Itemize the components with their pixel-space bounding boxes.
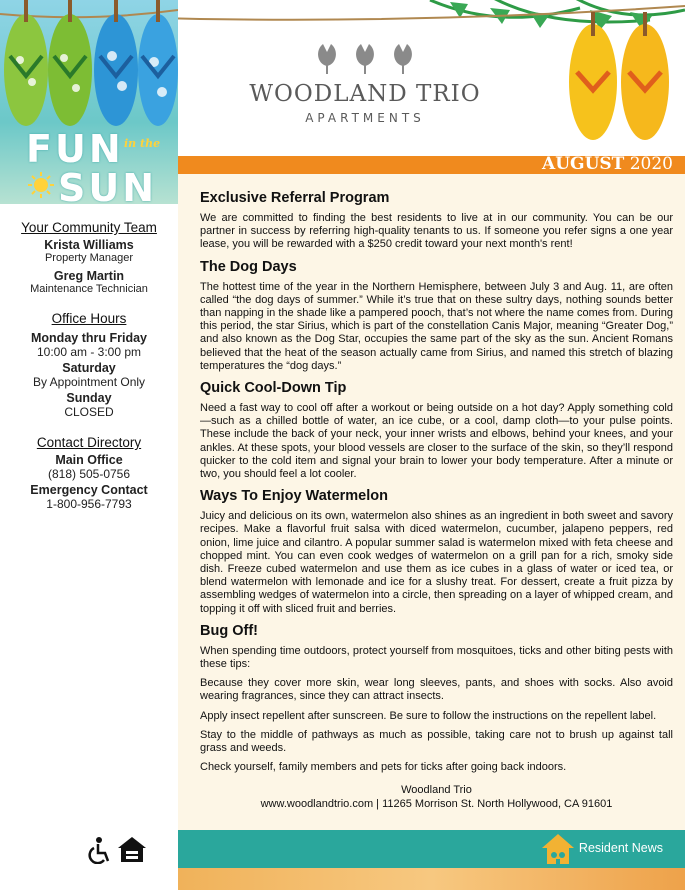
- footer-details[interactable]: www.woodlandtrio.com | 11265 Morrison St. North Hollywood, CA 91601: [260, 797, 613, 810]
- article-title: Exclusive Referral Program: [200, 190, 390, 206]
- bottom-bar: [178, 830, 685, 868]
- issue-date: [542, 154, 673, 174]
- resident-news-label: Resident News: [578, 841, 663, 855]
- article-title: Bug Off!: [200, 622, 258, 639]
- hours-title: Office Hours: [51, 311, 127, 326]
- article-paragraph: Stay to the middle of pathways as much as possible, taking care not to brush up against tall grass and weeds.: [200, 728, 673, 755]
- contact-phone[interactable]: 1-800-956-7793: [46, 497, 132, 511]
- month-bar: [178, 156, 685, 174]
- fun-in-the-sun-banner: [0, 0, 178, 204]
- hours-time: 10:00 am - 3:00 pm: [36, 345, 142, 359]
- article-title: Ways To Enjoy Watermelon: [200, 488, 388, 505]
- sand-strip: [178, 868, 685, 890]
- article-cool-down: [200, 380, 673, 481]
- hours-time: CLOSED: [64, 405, 114, 419]
- article-paragraph: Because they cover more skin, wear long sleeves, pants, and shoes with socks. Also avoid wearing fragrances, since they can attract insects.: [200, 677, 673, 703]
- resident-news-house-icon: [540, 832, 576, 866]
- contact-label: Main Office: [55, 453, 123, 467]
- footer-address: [200, 783, 673, 811]
- sun-icon: [28, 172, 54, 198]
- blank-box: [36, 830, 74, 866]
- flip-flops-icon: [555, 12, 675, 160]
- issue-year: 2020: [629, 154, 673, 174]
- team-member-role: Maintenance Technician: [30, 283, 148, 295]
- sidebar-footer: [0, 830, 178, 890]
- team-member-role: Property Manager: [44, 252, 134, 264]
- hours-day: Monday thru Friday: [31, 331, 147, 345]
- team-title: Your Community Team: [21, 220, 157, 235]
- hours-day: Sunday: [66, 391, 112, 405]
- tulip-logo-icon: [305, 40, 425, 74]
- contact-title: Contact Directory: [36, 435, 142, 450]
- article-referral: [200, 190, 673, 252]
- footer-name: Woodland Trio: [401, 783, 472, 796]
- team-member-name: Greg Martin: [53, 269, 125, 283]
- issue-month: AUGUST: [542, 154, 625, 174]
- hours-day: Saturday: [62, 361, 116, 375]
- article-paragraph: We are committed to finding the best residents to live at in our community. You can be our partner in success by referring high-quality tenants to us. If someone you refer signs a one year lease, you will be rewarded with a $250 credit toward your next month's rent!: [200, 212, 673, 251]
- article-title: Quick Cool-Down Tip: [200, 380, 347, 397]
- article-paragraph: Juicy and delicious on its own, watermelon also shines as an ingredient in both sweet and savory recipes. Make a flavorful fruit salsa with diced watermelon, cucumber, jalapeno peppers, red onion, lime juice and cilantro. A popular summer salad is watermelon mixed with feta cheese and chopped mint. You can even cook wedges of watermelon on a grill pan for a rich, smoky side dish. Freeze cubed watermelon and use them as ice cubes in a glass of water or iced tea, or blend watermelon with lemonade and ice for a slushy treat. For dessert, create a fruit pizza by assembling wedges of watermelon into a circle, then spreading on a layer of whipped cream, and topping it off with sliced fruit and berries.: [200, 510, 673, 615]
- logo-subtitle: APARTMENTS: [305, 111, 425, 125]
- article-paragraph: When spending time outdoors, protect yourself from mosquitoes, ticks and other biting pests with these tips:: [200, 644, 673, 671]
- newsletter-content: [200, 190, 673, 811]
- article-paragraph: Apply insect repellent after sunscreen. Be sure to follow the instructions on the repellent label.: [200, 709, 657, 722]
- accessibility-icon: [84, 836, 112, 864]
- sidebar: [0, 0, 178, 890]
- article-paragraph: Check yourself, family members and pets for ticks after going back indoors.: [200, 761, 567, 774]
- equal-housing-icon: [117, 836, 147, 864]
- article-dog-days: [200, 259, 673, 373]
- theme-sun-text: SUN: [58, 166, 158, 204]
- team-member-name: Krista Williams: [44, 238, 134, 252]
- article-watermelon: [200, 488, 673, 616]
- contact-label: Emergency Contact: [30, 483, 148, 497]
- logo: [230, 40, 500, 125]
- article-title: The Dog Days: [200, 258, 297, 275]
- theme-fun-text: FUN: [26, 127, 124, 171]
- article-paragraph: The hottest time of the year in the Northern Hemisphere, between July 3 and Aug. 11, are often called “the dog days of summer.” While it’s true that on these sultry days, nothing sounds better than napping in the shade like a pampered pooch, that’s not where the name comes from. During this period, the star Sirius, which is part of the constellation Canis Major, meaning “Greater Dog,” and also known as the Dog Star, occupies the same part of the sky as the sun. Ancient Romans believed that the heat of the season actually came from Sirius, and named this stretch of blazing temperatures the “dog days.”: [200, 280, 673, 372]
- logo-brand: WOODLAND TRIO: [249, 81, 481, 107]
- article-bug-off: [200, 623, 673, 775]
- flip-flops-icon: [0, 0, 178, 130]
- theme-in-the-text: in the: [124, 137, 161, 150]
- article-paragraph: Need a fast way to cool off after a workout or being outside on a hot day? Apply something cold—such as a chilled bottle of water, an ice cube, or a cool, damp cloth—to your pulse points. These include the back of your neck, your inner wrists and elbows, behind your knees, and your ankles. At these spots, your blood vessels are closer to the surface of the skin, so they’ll respond quicker to the cold item and signal your brain to lower your body temperature. After a minute or two, you should feel a lot cooler.: [200, 402, 673, 481]
- contact-phone[interactable]: (818) 505-0756: [47, 467, 131, 481]
- hours-time: By Appointment Only: [32, 375, 146, 389]
- sidebar-info: [0, 218, 178, 511]
